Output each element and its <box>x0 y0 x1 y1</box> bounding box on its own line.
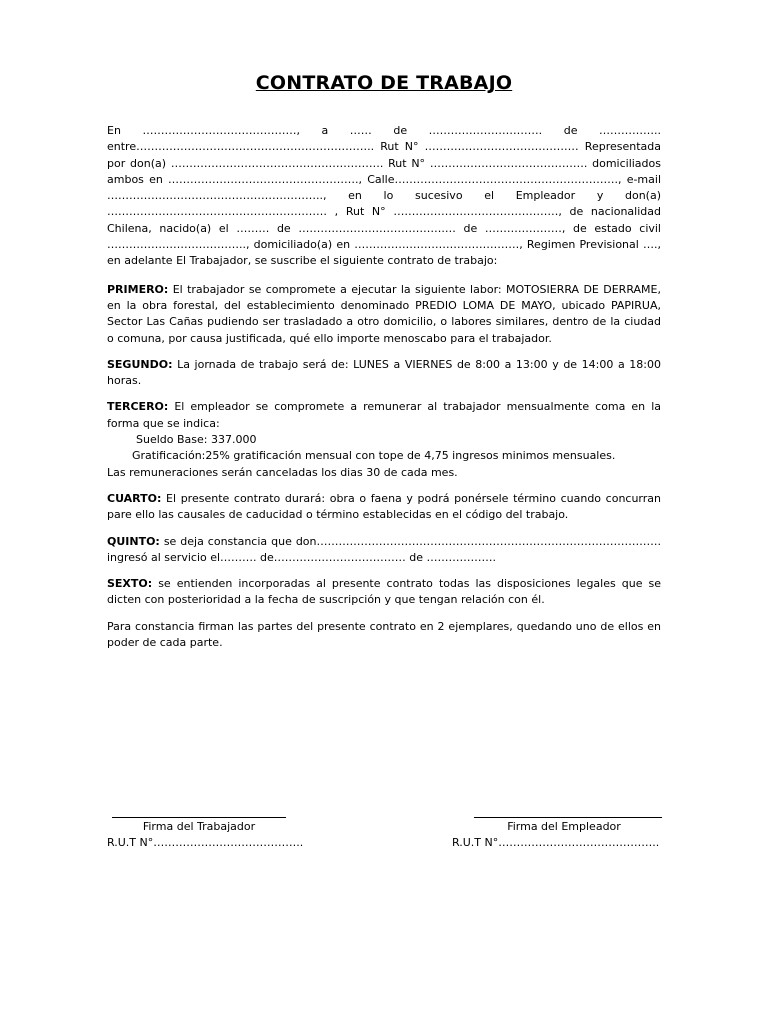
remuneraciones-line: Las remuneraciones serán canceladas los dias 30 de cada mes. <box>107 465 458 479</box>
clause-primero-text: El trabajador se compromete a ejecutar la siguiente labor: MOTOSIERRA DE DERRAME, en la obra forestal, del establecimiento denominado PREDIO LOMA DE MAYO, ubicado PAPIRUA, Sector Las Cañas pudiendo ser trasladado a otro domicilio, o labores similares, dentro de la ciudad o comuna, por causa justificada, qué ello importe menoscabo para el trabajador. <box>107 282 661 345</box>
contract-body <box>107 123 661 661</box>
clause-primero <box>107 282 661 347</box>
gratificacion-line: Gratificación:25% gratificación mensual con tope de 4,75 ingresos minimos mensuales. <box>132 449 616 463</box>
closing-paragraph: Para constancia firman las partes del presente contrato en 2 ejemplares, quedando uno de ellos en poder de cada parte. <box>107 619 661 650</box>
clause-tercero-label: TERCERO: <box>107 400 169 414</box>
clause-sexto-label: SEXTO: <box>107 577 153 591</box>
signature-line-trabajador <box>112 817 286 818</box>
rut-empleador: R.U.T N°…………………………………….. <box>452 836 660 849</box>
clause-cuarto-text: El presente contrato durará: obra o faena y podrá ponérsele término cuando concurran pare ello las causales de caducidad o término establecidas en el código del trabajo. <box>107 491 661 522</box>
clause-sexto <box>107 576 661 609</box>
clause-quinto-label: QUINTO: <box>107 534 160 548</box>
clause-tercero <box>107 399 661 480</box>
signature-label-trabajador: Firma del Trabajador <box>142 820 256 833</box>
signature-line-empleador <box>474 817 662 818</box>
rut-trabajador: R.U.T N°………………………………….. <box>107 836 304 849</box>
clause-cuarto <box>107 491 661 524</box>
clause-segundo <box>107 357 661 390</box>
clause-tercero-text: El empleador se compromete a remunerar al trabajador mensualmente coma en la forma que se indica: <box>107 400 661 430</box>
clause-quinto-text: se deja constancia que don…………………………………………………………………………………. ingresó al servicio el………. de……………………………… de ………………. <box>107 534 661 564</box>
clause-segundo-label: SEGUNDO: <box>107 357 173 371</box>
clause-segundo-text: La jornada de trabajo será de: LUNES a VIERNES de 8:00 a 13:00 y de 14:00 a 18:00 horas. <box>107 357 661 388</box>
sueldo-base-line: Sueldo Base: 337.000 <box>136 433 257 447</box>
clause-cuarto-label: CUARTO: <box>107 491 162 505</box>
document-title: CONTRATO DE TRABAJO <box>255 72 513 94</box>
clause-quinto <box>107 534 661 567</box>
clause-primero-label: PRIMERO: <box>107 282 169 296</box>
clause-sexto-text: se entienden incorporadas al presente contrato todas las disposiciones legales que se dicten con posterioridad a la fecha de suscripción y que tengan relación con él. <box>107 577 661 607</box>
intro-paragraph: En ……………………………………, a …… de …………………………. de …………….. entre……………………………………………………….. Rut N° …………………………………… Representada por don(a) …………………………………………………. Rut N° ……………………………………. domiciliados ambos en ……………………………………………., Calle……………………………………………………., e-mail ………………………………………………….., en lo sucesivo el Empleador y don(a) …………………………………………………… , Rut N° ………………………………………, de nacionalidad Chilena, nacido(a) el ……… de ………………………………….… de …………………, de estado civil ……………………………….., domiciliado(a) en ………………………………………, Regimen Previsional …., en adelante El Trabajador, se suscribe el siguiente contrato de trabajo: <box>107 124 661 268</box>
signature-label-empleador: Firma del Empleador <box>507 820 621 833</box>
